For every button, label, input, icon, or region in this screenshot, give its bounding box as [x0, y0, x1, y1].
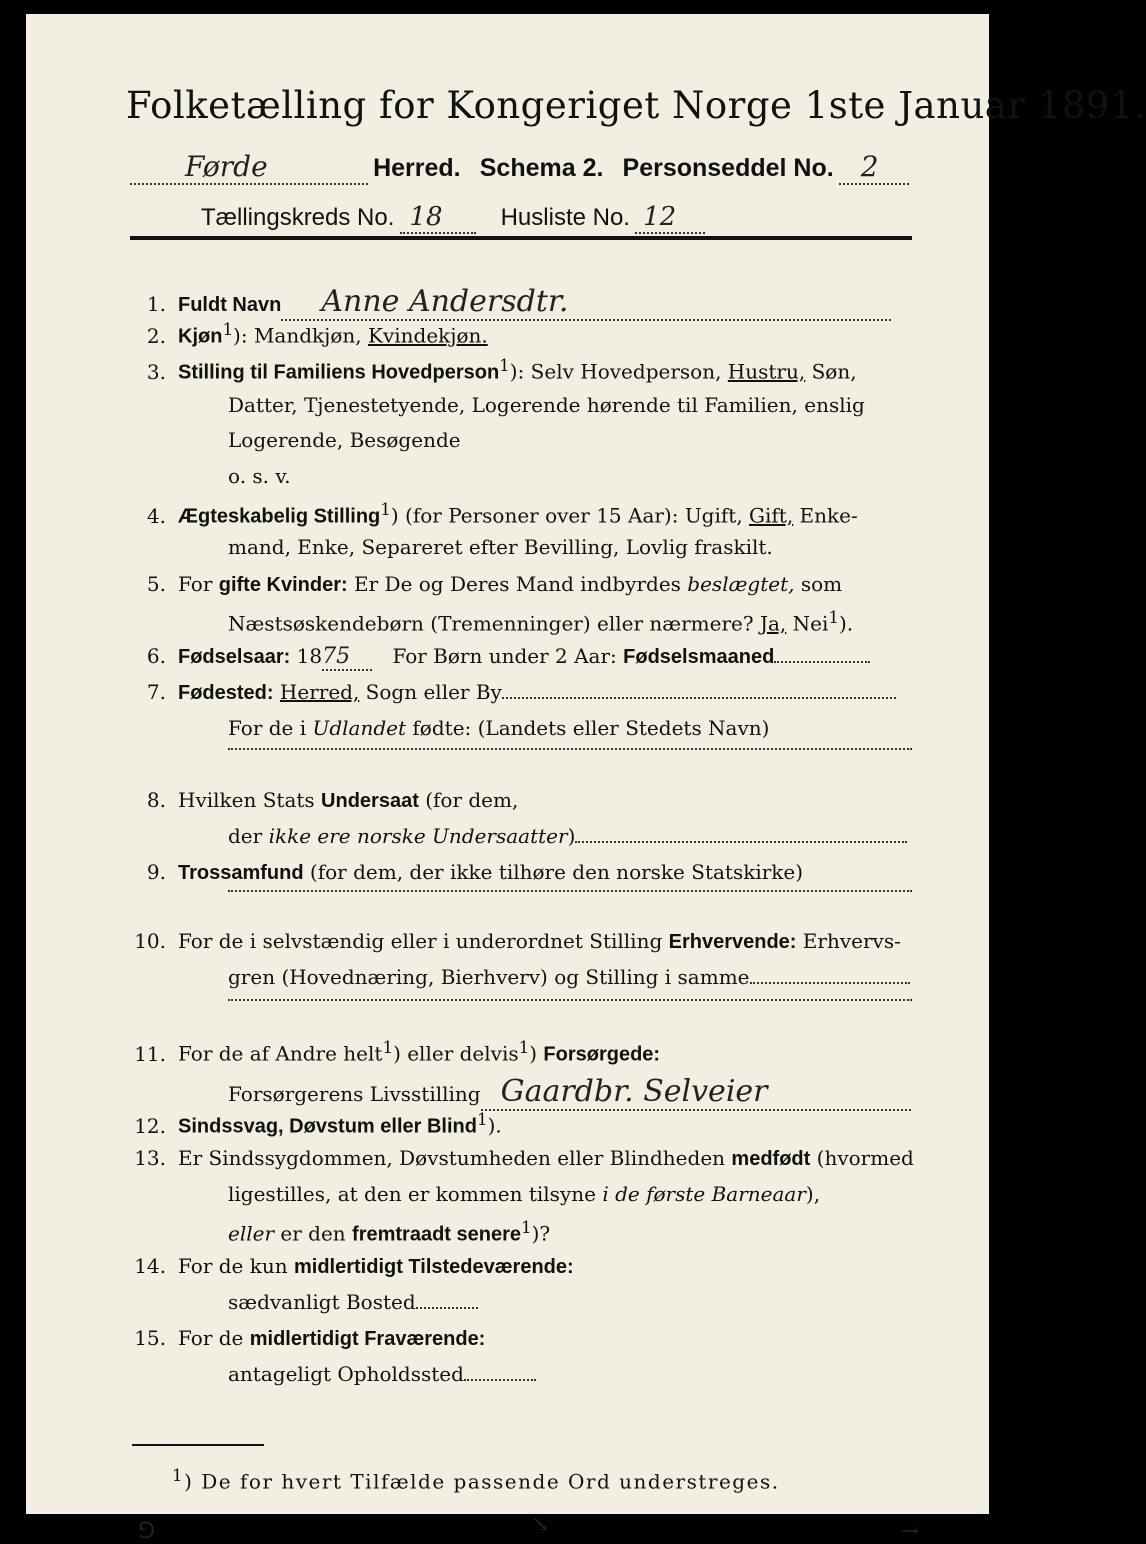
field-7-line-2: For de i Udlandet fødte: (Landets eller Stedets Navn) [228, 716, 770, 740]
stray-mark-left: ⅁ [138, 1519, 156, 1544]
field-1: 1. Fuldt Navn Anne Andersdtr. [126, 284, 891, 321]
field-12: 12. Sindssvag, Døvstum eller Blind$^1$). [134, 1110, 502, 1138]
header-divider [130, 236, 912, 240]
footnote: $^1$) De for hvert Tilfælde passende Ord understreges. [172, 1466, 780, 1494]
herred-underlined: Herred, [279, 680, 360, 704]
field-15-line-2: antageligt Opholdssted [228, 1362, 536, 1386]
herred-label: Herred. [373, 154, 461, 182]
field-10: 10. For de i selvstændig eller i underordnet Stilling Erhvervende: Erhvervs- [134, 929, 901, 953]
stray-mark-right: → [901, 1519, 920, 1544]
field-7: 7. Fødested: Herred, Sogn eller By [126, 680, 896, 705]
field-2: 2. Kjøn$^1$): Mandkjøn, Kvindekjøn. [146, 320, 488, 348]
kreds-label: Tællingskreds No. [201, 204, 395, 231]
schema-label: Schema 2. [479, 154, 604, 182]
husliste-label: Husliste No. [500, 204, 630, 231]
field-3-line-2: Datter, Tjenestetyende, Logerende hørende til Familien, enslig [228, 393, 865, 417]
field-11: 11. For de af Andre helt$^1$) eller delvis$^1$) Forsørgede: [134, 1038, 661, 1066]
field-10-line-2: gren (Hovednæring, Bierhverv) og Stilling i samme [228, 965, 910, 989]
field-8: 8. Hvilken Stats Undersaat (for dem, [146, 788, 519, 812]
fodselsaar-value: 75 [322, 644, 372, 671]
husliste-value: 12 [635, 202, 705, 234]
personseddel-label: Personseddel No. [622, 154, 834, 182]
kreds-value: 18 [400, 202, 476, 234]
field-5-line-2: Næstsøskendebørn (Tremenninger) eller nærmere? Ja, Nei$^1$). [228, 608, 854, 636]
field-6: 6. Fødselsaar: 1875 For Børn under 2 Aar: Fødselsmaaned [126, 644, 870, 671]
forsorger-livsstilling-value: Gaardbr. Selveier [481, 1074, 911, 1111]
field-13-line-3: eller er den fremtraadt senere$^1$)? [228, 1218, 551, 1246]
herred-row [130, 150, 909, 185]
kreds-row [201, 202, 705, 234]
field-13-line-2: ligestilles, at den er kommen tilsyne i de første Barneaar), [228, 1182, 821, 1206]
field-11-line-2: Forsørgerens Livsstilling Gaardbr. Selveier [228, 1074, 911, 1111]
field-5: 5. For gifte Kvinder: Er De og Deres Mand indbyrdes beslægtet, som [146, 572, 843, 596]
field-7-blank-line [228, 748, 912, 750]
herred-value: Førde [130, 150, 368, 185]
footnote-rule [132, 1444, 264, 1446]
field-13: 13. Er Sindssygdommen, Døvstumheden eller Blindheden medfødt (hvormed [134, 1146, 914, 1170]
field-15: 15. For de midlertidigt Fraværende: [134, 1326, 486, 1350]
census-form [26, 14, 1146, 1544]
stray-mark-center: ↘ [531, 1512, 550, 1537]
field-3-line-4: o. s. v. [228, 464, 291, 488]
field-8-line-2: der ikke ere norske Undersaatter) [228, 824, 907, 848]
field-14: 14. For de kun midlertidigt Tilstedeværende: [134, 1254, 574, 1278]
fuldt-navn-label: Fuldt Navn [178, 294, 282, 316]
gift-underlined: Gift, [749, 503, 794, 528]
kvindekjon-underlined: Kvindekjøn. [368, 323, 488, 348]
field-9: 9. Trossamfund (for dem, der ikke tilhøre den norske Statskirke) [146, 860, 804, 884]
hustru-underlined: Hustru, [727, 359, 806, 384]
field-4-line-2: mand, Enke, Separeret efter Bevilling, Lovlig fraskilt. [228, 535, 773, 559]
field-14-line-2: sædvanligt Bosted [228, 1290, 478, 1314]
field-3: 3. Stilling til Familiens Hovedperson$^1$): Selv Hovedperson, Hustru, Søn, [146, 356, 857, 384]
field-9-blank-line [228, 890, 912, 892]
field-4: 4. Ægteskabelig Stilling$^1$) (for Personer over 15 Aar): Ugift, Gift, Enke- [146, 500, 858, 528]
field-10-blank-line [228, 999, 912, 1001]
form-title: Folketælling for Kongeriget Norge 1ste Januar 1891. [126, 84, 1146, 127]
ja-underlined: Ja, [759, 611, 787, 636]
fuldt-navn-value: Anne Andersdtr. [281, 284, 891, 321]
field-3-line-3: Logerende, Besøgende [228, 428, 461, 452]
personseddel-value: 2 [839, 150, 909, 185]
